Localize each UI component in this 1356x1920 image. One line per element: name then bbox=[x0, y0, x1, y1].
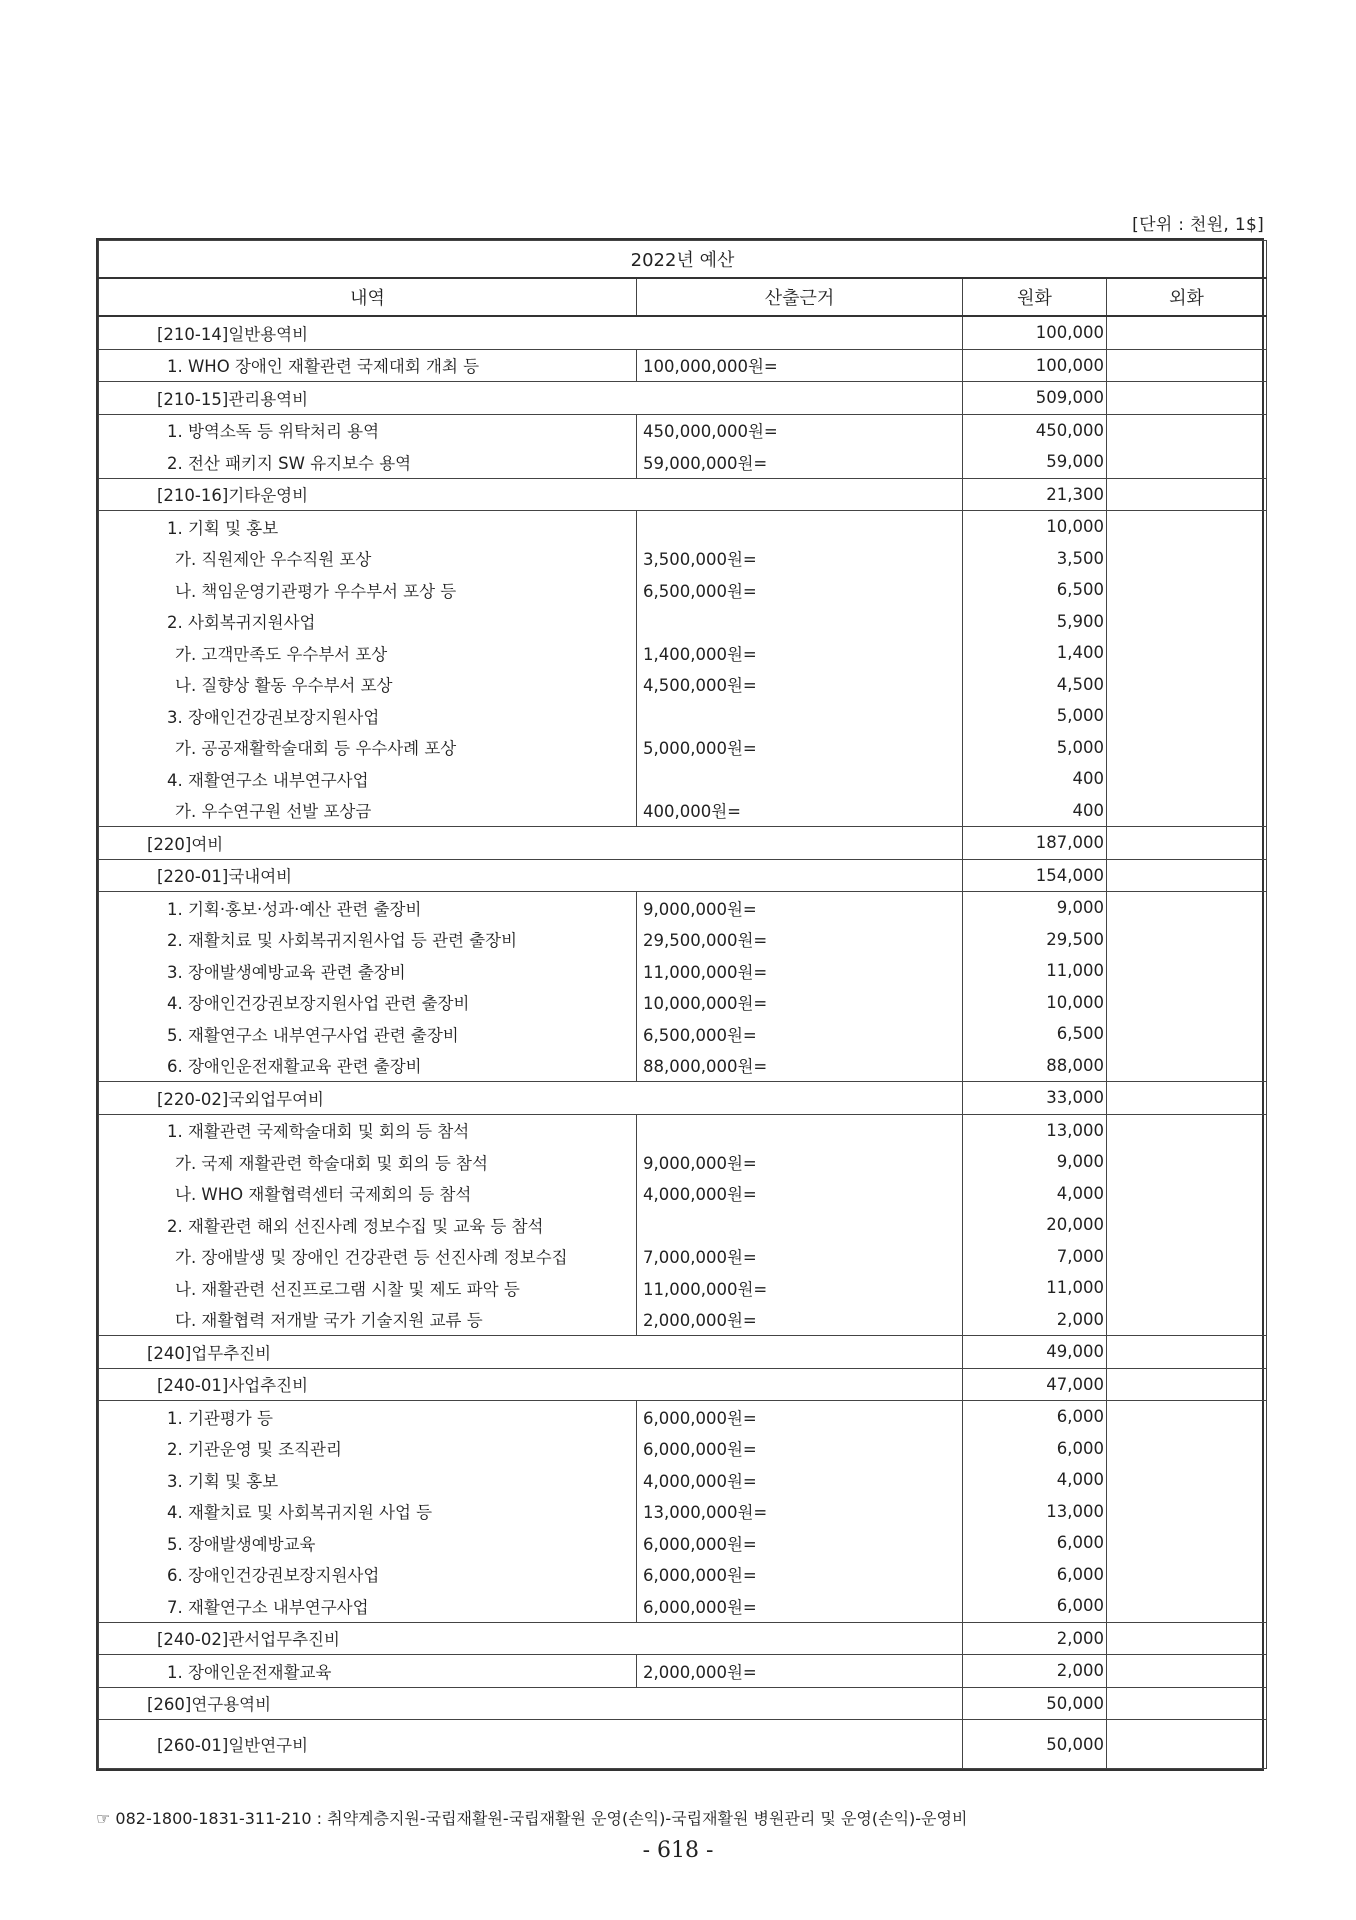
table-row bbox=[99, 1559, 1267, 1591]
row-krw-amount: 1,400 bbox=[963, 637, 1107, 669]
row-krw-amount: 88,000 bbox=[963, 1050, 1107, 1082]
row-item-name: 6. 장애인운전재활교육 관련 출장비 bbox=[99, 1050, 637, 1082]
row-krw-amount: 5,900 bbox=[963, 606, 1107, 638]
row-krw-amount: 50,000 bbox=[963, 1687, 1107, 1720]
row-item-name: 3. 장애발생예방교육 관련 출장비 bbox=[99, 955, 637, 987]
row-foreign-amount bbox=[1107, 1559, 1267, 1591]
table-row bbox=[99, 543, 1267, 575]
row-krw-amount: 9,000 bbox=[963, 892, 1107, 924]
table-row bbox=[99, 1496, 1267, 1528]
row-basis: 9,000,000원= bbox=[637, 892, 963, 924]
row-krw-amount: 29,500 bbox=[963, 924, 1107, 956]
row-foreign-amount bbox=[1107, 859, 1267, 892]
row-basis: 4,000,000원= bbox=[637, 1178, 963, 1210]
row-foreign-amount bbox=[1107, 987, 1267, 1019]
row-foreign-amount bbox=[1107, 1368, 1267, 1401]
row-krw-amount: 100,000 bbox=[963, 316, 1107, 349]
table-row bbox=[99, 827, 1267, 860]
row-basis: 59,000,000원= bbox=[637, 446, 963, 478]
row-basis: 2,000,000원= bbox=[637, 1304, 963, 1336]
row-item-name: 나. WHO 재활협력센터 국제회의 등 참석 bbox=[99, 1178, 637, 1210]
row-item-name: 가. 국제 재활관련 학술대회 및 회의 등 참석 bbox=[99, 1146, 637, 1178]
row-basis: 10,000,000원= bbox=[637, 987, 963, 1019]
row-basis: 11,000,000원= bbox=[637, 955, 963, 987]
table-row bbox=[99, 382, 1267, 415]
row-foreign-amount bbox=[1107, 1622, 1267, 1655]
row-krw-amount: 10,000 bbox=[963, 511, 1107, 543]
row-foreign-amount bbox=[1107, 478, 1267, 511]
row-krw-amount: 49,000 bbox=[963, 1336, 1107, 1369]
row-krw-amount: 3,500 bbox=[963, 543, 1107, 575]
row-krw-amount: 11,000 bbox=[963, 1272, 1107, 1304]
row-basis: 450,000,000원= bbox=[637, 414, 963, 446]
row-item-name: 다. 재활협력 저개발 국가 기술지원 교류 등 bbox=[99, 1304, 637, 1336]
table-row bbox=[99, 1720, 1267, 1769]
row-krw-amount: 9,000 bbox=[963, 1146, 1107, 1178]
row-foreign-amount bbox=[1107, 1496, 1267, 1528]
row-foreign-amount bbox=[1107, 1590, 1267, 1622]
table-row bbox=[99, 1050, 1267, 1082]
row-krw-amount: 7,000 bbox=[963, 1241, 1107, 1273]
row-item-name: [260]연구용역비 bbox=[99, 1687, 963, 1720]
table-row bbox=[99, 1401, 1267, 1433]
row-item-name: [240]업무추진비 bbox=[99, 1336, 963, 1369]
row-item-name: [210-16]기타운영비 bbox=[99, 478, 963, 511]
table-row bbox=[99, 795, 1267, 827]
table-row bbox=[99, 1622, 1267, 1655]
row-item-name: [240-02]관서업무추진비 bbox=[99, 1622, 963, 1655]
row-krw-amount: 47,000 bbox=[963, 1368, 1107, 1401]
row-basis: 6,500,000원= bbox=[637, 574, 963, 606]
row-foreign-amount bbox=[1107, 1209, 1267, 1241]
row-foreign-amount bbox=[1107, 1336, 1267, 1369]
budget-table bbox=[96, 238, 1264, 1771]
row-basis bbox=[637, 763, 963, 795]
row-foreign-amount bbox=[1107, 316, 1267, 349]
page-number: - 618 - bbox=[642, 1838, 714, 1863]
row-item-name: 2. 기관운영 및 조직관리 bbox=[99, 1433, 637, 1465]
row-foreign-amount bbox=[1107, 1655, 1267, 1688]
row-krw-amount: 33,000 bbox=[963, 1082, 1107, 1115]
row-foreign-amount bbox=[1107, 511, 1267, 543]
row-item-name: 1. 재활관련 국제학술대회 및 회의 등 참석 bbox=[99, 1114, 637, 1146]
row-basis: 4,500,000원= bbox=[637, 669, 963, 701]
row-item-name: 4. 장애인건강권보장지원사업 관련 출장비 bbox=[99, 987, 637, 1019]
table-row bbox=[99, 1178, 1267, 1210]
row-basis: 6,000,000원= bbox=[637, 1401, 963, 1433]
row-item-name: 1. 기획 및 홍보 bbox=[99, 511, 637, 543]
row-krw-amount: 509,000 bbox=[963, 382, 1107, 415]
row-item-name: 1. 기획·홍보·성과·예산 관련 출장비 bbox=[99, 892, 637, 924]
row-item-name: 가. 직원제안 우수직원 포상 bbox=[99, 543, 637, 575]
row-item-name: 1. WHO 장애인 재활관련 국제대회 개최 등 bbox=[99, 349, 637, 382]
table-row bbox=[99, 859, 1267, 892]
row-item-name: [220]여비 bbox=[99, 827, 963, 860]
row-krw-amount: 2,000 bbox=[963, 1622, 1107, 1655]
table-row bbox=[99, 763, 1267, 795]
row-basis bbox=[637, 700, 963, 732]
row-foreign-amount bbox=[1107, 892, 1267, 924]
row-foreign-amount bbox=[1107, 669, 1267, 701]
row-foreign-amount bbox=[1107, 349, 1267, 382]
row-basis: 6,000,000원= bbox=[637, 1527, 963, 1559]
table-row bbox=[99, 1082, 1267, 1115]
row-item-name: 4. 재활치료 및 사회복귀지원 사업 등 bbox=[99, 1496, 637, 1528]
row-krw-amount: 10,000 bbox=[963, 987, 1107, 1019]
table-row bbox=[99, 316, 1267, 349]
table-row bbox=[99, 637, 1267, 669]
table-row bbox=[99, 574, 1267, 606]
table-row bbox=[99, 924, 1267, 956]
table-body bbox=[99, 316, 1267, 1769]
row-item-name: 3. 기획 및 홍보 bbox=[99, 1464, 637, 1496]
table-row bbox=[99, 1590, 1267, 1622]
unit-label: [단위 : 천원, 1$] bbox=[1132, 215, 1264, 235]
row-item-name: 3. 장애인건강권보장지원사업 bbox=[99, 700, 637, 732]
row-item-name: [220-02]국외업무여비 bbox=[99, 1082, 963, 1115]
row-krw-amount: 21,300 bbox=[963, 478, 1107, 511]
row-item-name: 가. 공공재활학술대회 등 우수사례 포상 bbox=[99, 732, 637, 764]
row-foreign-amount bbox=[1107, 1304, 1267, 1336]
table-row bbox=[99, 349, 1267, 382]
row-krw-amount: 5,000 bbox=[963, 700, 1107, 732]
row-basis: 3,500,000원= bbox=[637, 543, 963, 575]
table-row bbox=[99, 1114, 1267, 1146]
table-row bbox=[99, 1018, 1267, 1050]
row-basis: 9,000,000원= bbox=[637, 1146, 963, 1178]
column-header-item: 내역 bbox=[99, 278, 637, 316]
row-krw-amount: 6,500 bbox=[963, 1018, 1107, 1050]
row-foreign-amount bbox=[1107, 1146, 1267, 1178]
row-foreign-amount bbox=[1107, 955, 1267, 987]
table-row bbox=[99, 987, 1267, 1019]
row-foreign-amount bbox=[1107, 827, 1267, 860]
row-item-name: [240-01]사업추진비 bbox=[99, 1368, 963, 1401]
row-krw-amount: 187,000 bbox=[963, 827, 1107, 860]
row-item-name: 가. 고객만족도 우수부서 포상 bbox=[99, 637, 637, 669]
row-foreign-amount bbox=[1107, 1018, 1267, 1050]
table-row bbox=[99, 606, 1267, 638]
row-basis: 4,000,000원= bbox=[637, 1464, 963, 1496]
table-row bbox=[99, 1368, 1267, 1401]
row-item-name: 2. 재활치료 및 사회복귀지원사업 등 관련 출장비 bbox=[99, 924, 637, 956]
row-foreign-amount bbox=[1107, 1720, 1267, 1769]
row-foreign-amount bbox=[1107, 1687, 1267, 1720]
row-basis: 88,000,000원= bbox=[637, 1050, 963, 1082]
row-foreign-amount bbox=[1107, 763, 1267, 795]
row-krw-amount: 4,500 bbox=[963, 669, 1107, 701]
row-basis bbox=[637, 1209, 963, 1241]
row-foreign-amount bbox=[1107, 1401, 1267, 1433]
row-basis: 6,000,000원= bbox=[637, 1559, 963, 1591]
row-krw-amount: 59,000 bbox=[963, 446, 1107, 478]
column-header-krw: 원화 bbox=[963, 278, 1107, 316]
row-basis bbox=[637, 606, 963, 638]
table-row bbox=[99, 1655, 1267, 1688]
row-krw-amount: 6,000 bbox=[963, 1401, 1107, 1433]
row-basis: 29,500,000원= bbox=[637, 924, 963, 956]
row-basis: 6,000,000원= bbox=[637, 1433, 963, 1465]
row-foreign-amount bbox=[1107, 446, 1267, 478]
column-header-foreign: 외화 bbox=[1107, 278, 1267, 316]
row-foreign-amount bbox=[1107, 414, 1267, 446]
row-item-name: 나. 재활관련 선진프로그램 시찰 및 제도 파악 등 bbox=[99, 1272, 637, 1304]
table-row bbox=[99, 1527, 1267, 1559]
row-foreign-amount bbox=[1107, 1433, 1267, 1465]
row-krw-amount: 450,000 bbox=[963, 414, 1107, 446]
row-foreign-amount bbox=[1107, 574, 1267, 606]
row-krw-amount: 4,000 bbox=[963, 1178, 1107, 1210]
table-row bbox=[99, 1433, 1267, 1465]
row-item-name: 6. 장애인건강권보장지원사업 bbox=[99, 1559, 637, 1591]
table-row bbox=[99, 1687, 1267, 1720]
row-foreign-amount bbox=[1107, 606, 1267, 638]
row-item-name: 5. 재활연구소 내부연구사업 관련 출장비 bbox=[99, 1018, 637, 1050]
row-item-name: 2. 전산 패키지 SW 유지보수 용역 bbox=[99, 446, 637, 478]
row-foreign-amount bbox=[1107, 795, 1267, 827]
row-foreign-amount bbox=[1107, 1082, 1267, 1115]
table-row bbox=[99, 414, 1267, 446]
row-basis bbox=[637, 511, 963, 543]
budget-code-footnote: ☞ 082-1800-1831-311-210 : 취약계층지원-국립재활원-국립재활원 운영(손익)-국립재활원 병원관리 및 운영(손익)-운영비 bbox=[96, 1809, 968, 1828]
row-krw-amount: 6,000 bbox=[963, 1527, 1107, 1559]
row-basis: 100,000,000원= bbox=[637, 349, 963, 382]
row-foreign-amount bbox=[1107, 1050, 1267, 1082]
row-foreign-amount bbox=[1107, 700, 1267, 732]
table-row bbox=[99, 1146, 1267, 1178]
row-item-name: 1. 방역소독 등 위탁처리 용역 bbox=[99, 414, 637, 446]
row-foreign-amount bbox=[1107, 732, 1267, 764]
row-krw-amount: 6,000 bbox=[963, 1433, 1107, 1465]
row-item-name: 1. 기관평가 등 bbox=[99, 1401, 637, 1433]
year-header: 2022년 예산 bbox=[99, 241, 1267, 279]
row-item-name: 2. 사회복귀지원사업 bbox=[99, 606, 637, 638]
table-row bbox=[99, 446, 1267, 478]
row-item-name: 2. 재활관련 해외 선진사례 정보수집 및 교육 등 참석 bbox=[99, 1209, 637, 1241]
row-foreign-amount bbox=[1107, 1114, 1267, 1146]
row-krw-amount: 13,000 bbox=[963, 1496, 1107, 1528]
table-row bbox=[99, 955, 1267, 987]
row-item-name: [260-01]일반연구비 bbox=[99, 1720, 963, 1769]
table-row bbox=[99, 478, 1267, 511]
row-foreign-amount bbox=[1107, 1241, 1267, 1273]
table-row bbox=[99, 511, 1267, 543]
row-basis: 11,000,000원= bbox=[637, 1272, 963, 1304]
row-basis bbox=[637, 1114, 963, 1146]
row-basis: 2,000,000원= bbox=[637, 1655, 963, 1688]
table-row bbox=[99, 700, 1267, 732]
table-row bbox=[99, 1272, 1267, 1304]
row-krw-amount: 2,000 bbox=[963, 1655, 1107, 1688]
row-item-name: 5. 장애발생예방교육 bbox=[99, 1527, 637, 1559]
row-krw-amount: 4,000 bbox=[963, 1464, 1107, 1496]
row-krw-amount: 400 bbox=[963, 763, 1107, 795]
row-krw-amount: 11,000 bbox=[963, 955, 1107, 987]
row-item-name: 4. 재활연구소 내부연구사업 bbox=[99, 763, 637, 795]
row-krw-amount: 2,000 bbox=[963, 1304, 1107, 1336]
row-krw-amount: 50,000 bbox=[963, 1720, 1107, 1769]
table-row bbox=[99, 1336, 1267, 1369]
row-item-name: 가. 장애발생 및 장애인 건강관련 등 선진사례 정보수집 bbox=[99, 1241, 637, 1273]
row-basis: 6,500,000원= bbox=[637, 1018, 963, 1050]
table-row bbox=[99, 1464, 1267, 1496]
row-krw-amount: 100,000 bbox=[963, 349, 1107, 382]
row-item-name: [220-01]국내여비 bbox=[99, 859, 963, 892]
row-krw-amount: 154,000 bbox=[963, 859, 1107, 892]
row-krw-amount: 400 bbox=[963, 795, 1107, 827]
table-row bbox=[99, 1209, 1267, 1241]
table-row bbox=[99, 669, 1267, 701]
row-foreign-amount bbox=[1107, 924, 1267, 956]
row-krw-amount: 13,000 bbox=[963, 1114, 1107, 1146]
column-header-basis: 산출근거 bbox=[637, 278, 963, 316]
row-item-name: [210-15]관리용역비 bbox=[99, 382, 963, 415]
row-foreign-amount bbox=[1107, 637, 1267, 669]
table-row bbox=[99, 1241, 1267, 1273]
row-basis: 13,000,000원= bbox=[637, 1496, 963, 1528]
row-krw-amount: 20,000 bbox=[963, 1209, 1107, 1241]
row-basis: 1,400,000원= bbox=[637, 637, 963, 669]
row-basis: 5,000,000원= bbox=[637, 732, 963, 764]
row-basis: 400,000원= bbox=[637, 795, 963, 827]
table-row bbox=[99, 892, 1267, 924]
row-foreign-amount bbox=[1107, 543, 1267, 575]
row-item-name: [210-14]일반용역비 bbox=[99, 316, 963, 349]
row-krw-amount: 6,000 bbox=[963, 1559, 1107, 1591]
row-foreign-amount bbox=[1107, 1527, 1267, 1559]
row-krw-amount: 6,000 bbox=[963, 1590, 1107, 1622]
row-krw-amount: 6,500 bbox=[963, 574, 1107, 606]
row-item-name: 1. 장애인운전재활교육 bbox=[99, 1655, 637, 1688]
row-foreign-amount bbox=[1107, 1178, 1267, 1210]
row-krw-amount: 5,000 bbox=[963, 732, 1107, 764]
row-item-name: 나. 책임운영기관평가 우수부서 포상 등 bbox=[99, 574, 637, 606]
row-foreign-amount bbox=[1107, 1464, 1267, 1496]
row-basis: 6,000,000원= bbox=[637, 1590, 963, 1622]
row-basis: 7,000,000원= bbox=[637, 1241, 963, 1273]
table-row bbox=[99, 1304, 1267, 1336]
row-item-name: 가. 우수연구원 선발 포상금 bbox=[99, 795, 637, 827]
table-row bbox=[99, 732, 1267, 764]
row-item-name: 나. 질향상 활동 우수부서 포상 bbox=[99, 669, 637, 701]
row-foreign-amount bbox=[1107, 1272, 1267, 1304]
row-foreign-amount bbox=[1107, 382, 1267, 415]
row-item-name: 7. 재활연구소 내부연구사업 bbox=[99, 1590, 637, 1622]
